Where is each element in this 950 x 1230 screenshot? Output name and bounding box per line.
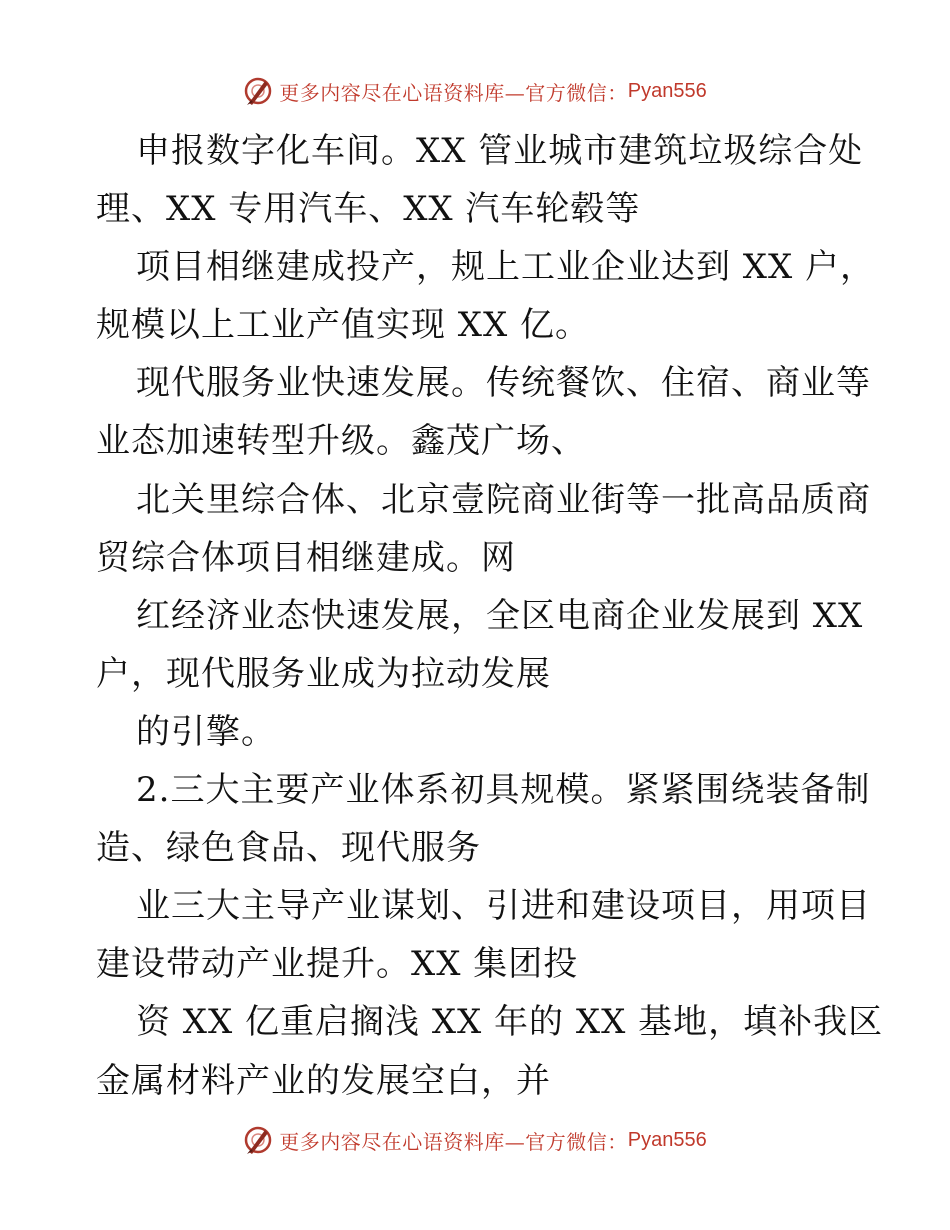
paragraph-line: 资 XX 亿重启搁浅 XX 年的 XX 基地，填补我区 [136, 1002, 884, 1043]
paragraph-line: 金属材料产业的发展空白，并 [96, 1060, 551, 1101]
paragraph-line: 业三大主导产业谋划、引进和建设项目，用项目 [136, 886, 871, 927]
paragraph-line: 的引擎。 [136, 711, 276, 752]
paragraph-line: 红经济业态快速发展，全区电商企业发展到 XX [136, 595, 864, 636]
paragraph-line: 户，现代服务业成为拉动发展 [96, 653, 551, 694]
footer-banner-text: 更多内容尽在心语资料库—官方微信： [279, 1129, 628, 1154]
paragraph-line: 理、XX 专用汽车、XX 汽车轮毂等 [96, 189, 641, 230]
brush-logo-icon [243, 76, 273, 106]
paragraph-line: 贸综合体项目相继建成。网 [96, 537, 516, 578]
paragraph-line: 申报数字化车间。XX 管业城市建筑垃圾综合处 [136, 131, 864, 171]
paragraph-line: 项目相继建成投产，规上工业企业达到 XX 户， [136, 247, 876, 288]
header-banner [0, 71, 950, 111]
paragraph-line: 北关里综合体、北京壹院商业街等一批高品质商 [136, 479, 871, 520]
header-wechat-id: Pyan556 [627, 79, 707, 102]
paragraph-line: 规模以上工业产值实现 XX 亿。 [96, 305, 591, 346]
brush-logo-icon [243, 1125, 273, 1155]
footer-wechat-id: Pyan556 [627, 1128, 707, 1151]
document-body [96, 122, 884, 1110]
footer-banner [0, 1120, 950, 1160]
paragraph-line: 业态加速转型升级。鑫茂广场、 [96, 421, 586, 462]
paragraph-line: 现代服务业快速发展。传统餐饮、住宿、商业等 [136, 363, 871, 404]
header-banner-text: 更多内容尽在心语资料库—官方微信： [279, 80, 628, 105]
paragraph-line: 2.三大主要产业体系初具规模。紧紧围绕装备制 [136, 770, 871, 811]
paragraph-line: 造、绿色食品、现代服务 [96, 828, 481, 869]
paragraph-line: 建设带动产业提升。XX 集团投 [96, 944, 579, 985]
